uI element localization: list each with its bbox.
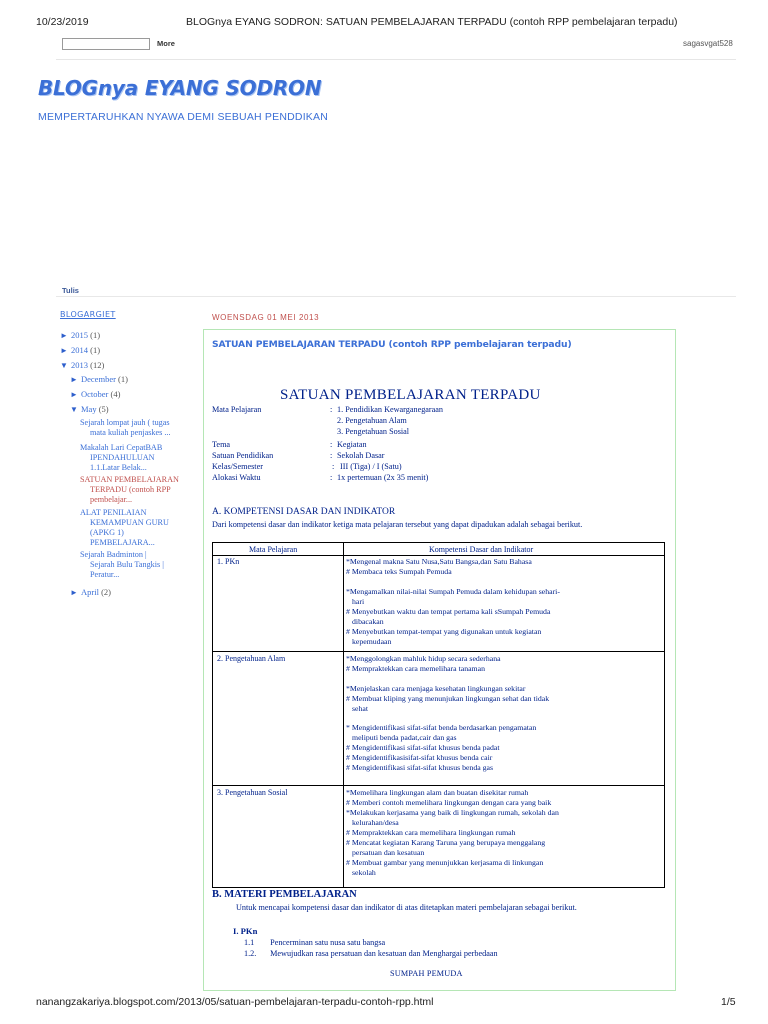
table-row-divider xyxy=(213,785,664,786)
competency-item: # Mengidentifikasisifat-sifat khusus benda cair xyxy=(346,753,493,762)
competency-item: # Mempraktekkan cara memelihara tanaman xyxy=(346,664,485,673)
print-page-number: 1/5 xyxy=(721,996,736,1008)
competency-item: persatuan dan kesatuan xyxy=(352,848,425,857)
competency-table xyxy=(212,542,665,888)
expand-arrow-icon[interactable]: ► xyxy=(60,331,68,340)
competency-item: # Mengidentifikasi sifat-sifat khusus benda padat xyxy=(346,743,500,752)
sidebar-post-link[interactable]: Sejarah Badminton | Sejarah Bulu Tangkis | Peratur... xyxy=(80,550,164,579)
competency-item: sehat xyxy=(352,704,369,713)
table-row-subject: 3. Pengetahuan Sosial xyxy=(217,788,288,797)
info-colon: : xyxy=(330,473,333,482)
section-b-heading: B. MATERI PEMBELAJARAN xyxy=(212,889,357,900)
print-date: 10/23/2019 xyxy=(36,16,89,28)
competency-item: # Memberi contoh memelihara lingkungan dengan cara yang baik xyxy=(346,798,552,807)
collapse-arrow-icon[interactable]: ▼ xyxy=(70,405,78,414)
section-a-heading: A. KOMPETENSI DASAR DAN INDIKATOR xyxy=(212,507,396,517)
navbar-user-email: sagasvgat528 xyxy=(683,39,733,48)
sidebar-blog-archive xyxy=(58,310,198,328)
document-heading: SATUAN PEMBELAJARAN TERPADU xyxy=(280,387,541,403)
archive-item-2015[interactable]: ► 2015 (1) xyxy=(60,330,101,340)
section-a-description: Dari kompetensi dasar dan indikator ketiga mata pelajaran tersebut yang dapat dipadukan adalah sebagai berikut. xyxy=(212,520,583,529)
table-row-subject: 1. PKn xyxy=(217,557,240,566)
pkn-list xyxy=(0,938,768,962)
info-label: Satuan Pendidikan xyxy=(212,451,274,460)
section-b-description: Untuk mencapai kompetensi dasar dan indikator di atas ditetapkan materi pembelajaran sebagai berikut. xyxy=(236,903,577,912)
expand-arrow-icon[interactable]: ► xyxy=(60,346,68,355)
info-value: 1. Pendidikan Kewarganegaraan xyxy=(337,405,444,414)
table-header-subject: Mata Pelajaran xyxy=(249,545,298,554)
navbar-search-input[interactable] xyxy=(62,38,150,50)
archive-month-december[interactable]: ► December (1) xyxy=(70,374,128,384)
competency-item: # Mengidentifikasi sifat-sifat khusus benda gas xyxy=(346,763,494,772)
info-label: Mata Pelajaran xyxy=(212,405,262,414)
info-value: III (Tiga) / I (Satu) xyxy=(340,462,402,471)
pkn-item: 1.2. Mewujudkan rasa persatuan dan kesatuan dan Menghargai perbedaan xyxy=(244,949,498,958)
info-value: 1x pertemuan (2x 35 menit) xyxy=(337,473,429,482)
competency-item: # Mempraktekkan cara memelihara lingkungan rumah xyxy=(346,828,516,837)
competency-item: kepemudaan xyxy=(352,637,392,646)
competency-item: *Menjelaskan cara menjaga kesehatan lingkungan sekitar xyxy=(346,684,526,693)
post-title[interactable]: SATUAN PEMBELAJARAN TERPADU (contoh RPP pembelajaran terpadu) xyxy=(212,339,572,350)
navbar-divider xyxy=(56,59,736,60)
competency-item: kelurahan/desa xyxy=(352,818,399,827)
info-value: 3. Pengetahuan Sosial xyxy=(337,427,410,436)
table-header-competency: Kompetensi Dasar dan Indikator xyxy=(429,545,534,554)
info-label: Tema xyxy=(212,440,231,449)
competency-item: # Membuat kliping yang menunjukan lingkungan sehat dan tidak xyxy=(346,694,550,703)
collapse-arrow-icon[interactable]: ▼ xyxy=(60,361,68,370)
table-column-divider xyxy=(343,543,344,887)
sidebar-heading: BLOGARGIET xyxy=(60,310,116,319)
competency-item: *Melakukan kerjasama yang baik di lingkungan rumah, sekolah dan xyxy=(346,808,559,817)
competency-item: * Mengidentifikasi sifat-sifat benda berdasarkan pengamatan xyxy=(346,723,537,732)
sumpah-pemuda-heading: SUMPAH PEMUDA xyxy=(390,969,463,978)
archive-month-october[interactable]: ► October (4) xyxy=(70,389,121,399)
info-colon: : xyxy=(330,451,333,460)
competency-item: *Menggolongkan mahluk hidup secara sederhana xyxy=(346,654,501,663)
info-colon: : xyxy=(332,462,335,471)
sidebar-post-link-current[interactable]: SATUAN PEMBELAJARAN TERPADU (contoh RPP pembelajar... xyxy=(80,475,179,504)
archive-month-may[interactable]: ▼ May (5) xyxy=(70,404,109,414)
info-value: Kegiatan xyxy=(337,440,367,449)
expand-arrow-icon[interactable]: ► xyxy=(70,390,78,399)
info-value: 2. Pengetahuan Alam xyxy=(337,416,407,425)
competency-item: hari xyxy=(352,597,365,606)
tabs-divider xyxy=(56,296,736,297)
sidebar-post-link[interactable]: ALAT PENILAIAN KEMAMPUAN GURU (APKG 1) PEMBELAJARA... xyxy=(80,508,169,547)
post-date-header: WOENSDAG 01 MEI 2013 xyxy=(212,313,320,322)
pkn-item: 1.1 Pencerminan satu nusa satu bangsa xyxy=(244,938,386,947)
pkn-heading: I. PKn xyxy=(233,926,258,936)
archive-item-2013[interactable]: ▼ 2013 (12) xyxy=(60,360,105,370)
competency-item: # Mencatat kegiatan Karang Taruna yang berupaya menggalang xyxy=(346,838,546,847)
expand-arrow-icon[interactable]: ► xyxy=(70,375,78,384)
competency-item: sekolah xyxy=(352,868,376,877)
competency-item: *Mengamalkan nilai-nilai Sumpah Pemuda dalam kehidupan sehari- xyxy=(346,587,560,596)
competency-item: # Membaca teks Sumpah Pemuda xyxy=(346,567,452,576)
info-label: Kelas/Semester xyxy=(212,462,263,471)
print-page-title: BLOGnya EYANG SODRON: SATUAN PEMBELAJARAN TERPADU (contoh RPP pembelajaran terpadu) xyxy=(186,16,678,28)
sidebar-post-link[interactable]: Makalah Lari CepatBAB IPENDAHULUAN 1.1.Latar Belak... xyxy=(80,443,163,472)
info-colon: : xyxy=(330,405,333,414)
sidebar-post-link[interactable]: Sejarah lompat jauh ( tugas mata kuliah penjaskes ... xyxy=(80,418,171,437)
table-row-subject: 2. Pengetahuan Alam xyxy=(217,654,286,663)
competency-item: *Mengenal makna Satu Nusa,Satu Bangsa,dan Satu Bahasa xyxy=(346,557,532,566)
competency-item: meliputi benda padat,cair dan gas xyxy=(352,733,457,742)
archive-month-april[interactable]: ► April (2) xyxy=(70,587,111,597)
info-label: Alokasi Waktu xyxy=(212,473,261,482)
print-url: nanangzakariya.blogspot.com/2013/05/satuan-pembelajaran-terpadu-contoh-rpp.html xyxy=(36,996,434,1008)
competency-item: # Menyebutkan waktu dan tempat pertama kali sSumpah Pemuda xyxy=(346,607,551,616)
tab-tulis[interactable]: Tulis xyxy=(62,286,79,295)
competency-item: dibacakan xyxy=(352,617,384,626)
blog-description: MEMPERTARUHKAN NYAWA DEMI SEBUAH PENDDIKAN xyxy=(38,111,328,123)
competency-item: # Menyebutkan tempat-tempat yang digunakan untuk kegiatan xyxy=(346,627,542,636)
competency-item: *Memelihara lingkungan alam dan buatan disekitar rumah xyxy=(346,788,529,797)
competency-item: # Membuat gambar yang menunjukkan kerjasama di linkungan xyxy=(346,858,544,867)
expand-arrow-icon[interactable]: ► xyxy=(70,588,78,597)
info-value: Sekolah Dasar xyxy=(337,451,385,460)
archive-item-2014[interactable]: ► 2014 (1) xyxy=(60,345,101,355)
table-row-divider xyxy=(213,651,664,652)
blog-title[interactable]: BLOGnya EYANG SODRON xyxy=(38,76,322,100)
info-colon: : xyxy=(330,440,333,449)
navbar-more-link[interactable]: More xyxy=(157,39,175,48)
document-info-block xyxy=(0,405,768,485)
table-row-divider xyxy=(213,555,664,556)
